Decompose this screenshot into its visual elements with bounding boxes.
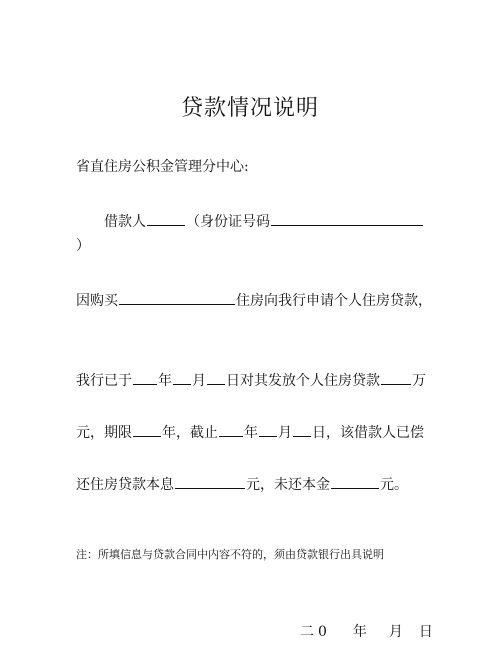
id-number-label: （身份证号码	[186, 214, 270, 230]
until-year-label: 年	[244, 425, 258, 441]
borrower-label: 借款人	[104, 214, 146, 230]
wan-label: 万	[412, 373, 426, 389]
date-year-label: 年	[352, 624, 367, 640]
loan-issue-prefix: 我行已于	[76, 373, 132, 389]
date-month-label: 月	[388, 624, 403, 640]
issue-day-blank[interactable]	[207, 370, 225, 385]
purchase-suffix: 住房向我行申请个人住房贷款，	[236, 293, 432, 309]
close-paren: ）	[76, 238, 90, 254]
outstanding-label: 元，未还本金	[246, 477, 330, 493]
term-suffix: 日，该借款人已偿	[312, 425, 424, 441]
until-day-blank[interactable]	[293, 422, 311, 437]
borrower-line	[104, 211, 424, 231]
date-day-label: 日	[418, 624, 433, 640]
addressee: 省直住房公积金管理分中心:	[76, 159, 249, 175]
loan-amount-blank[interactable]	[381, 370, 411, 385]
footnote: 注：所填信息与贷款合同中内容不符的，须由贷款银行出具说明	[76, 548, 384, 561]
repaid-label: 还住房贷款本息	[76, 477, 174, 493]
issue-year-blank[interactable]	[133, 370, 157, 385]
loan-issue-line	[76, 370, 426, 390]
id-number-blank[interactable]	[271, 211, 423, 226]
term-prefix: 元，期限	[76, 425, 132, 441]
yuan-label: 元。	[380, 477, 408, 493]
repayment-line	[76, 474, 408, 494]
purchase-line	[76, 290, 432, 310]
until-year-blank[interactable]	[219, 422, 243, 437]
date-line	[300, 623, 433, 641]
loan-issue-text: 日对其发放个人住房贷款	[226, 373, 380, 389]
loan-term-line	[76, 422, 424, 442]
year-label: 年	[158, 373, 172, 389]
term-years-blank[interactable]	[133, 422, 161, 437]
property-address-blank[interactable]	[119, 290, 235, 305]
month-label: 月	[192, 373, 206, 389]
date-prefix: 二0	[300, 624, 331, 640]
borrower-name-blank[interactable]	[147, 211, 185, 226]
until-month-blank[interactable]	[259, 422, 277, 437]
repaid-amount-blank[interactable]	[175, 474, 245, 489]
page-title: 贷款情况说明	[180, 96, 319, 121]
issue-month-blank[interactable]	[173, 370, 191, 385]
until-month-label: 月	[278, 425, 292, 441]
purchase-prefix: 因购买	[76, 293, 118, 309]
term-until-label: 年，截止	[162, 425, 218, 441]
outstanding-amount-blank[interactable]	[331, 474, 379, 489]
